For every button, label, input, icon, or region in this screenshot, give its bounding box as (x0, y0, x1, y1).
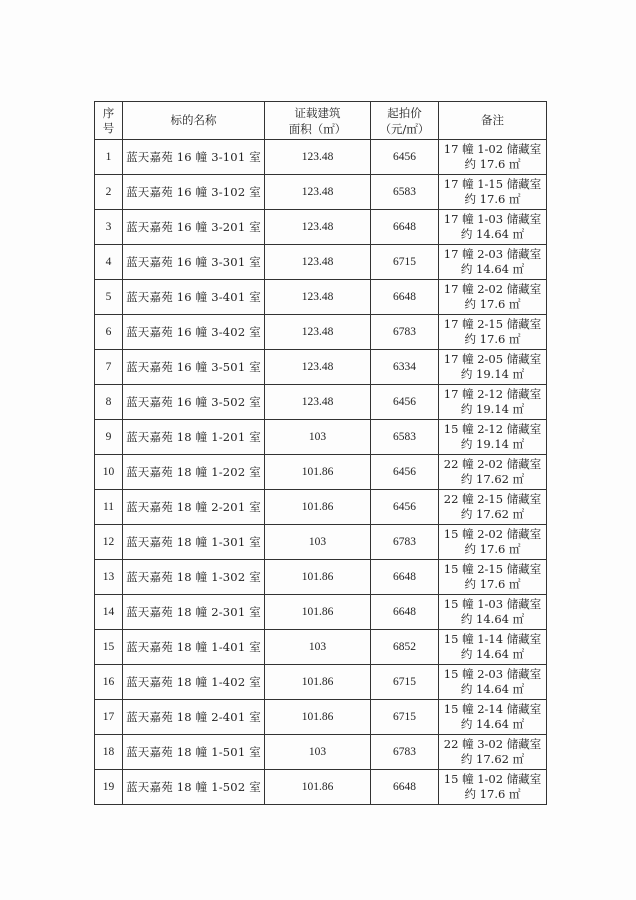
table-row (95, 280, 547, 315)
item-name-cell: 蓝天嘉苑 16 幢 3-501 室 (123, 350, 265, 385)
remarks-cell (439, 700, 547, 735)
serial-number-cell: 16 (95, 665, 123, 700)
table-row (95, 525, 547, 560)
item-name-cell: 蓝天嘉苑 18 幢 1-401 室 (123, 630, 265, 665)
area-cell: 123.48 (265, 175, 371, 210)
remarks-storage-room: 15 幢 2-14 储藏室 (443, 702, 542, 716)
remarks-storage-room: 17 幢 2-15 储藏室 (443, 317, 542, 331)
remarks-storage-room: 17 幢 2-02 储藏室 (443, 282, 542, 296)
item-name-cell: 蓝天嘉苑 16 幢 3-102 室 (123, 175, 265, 210)
area-cell: 103 (265, 630, 371, 665)
table-row (95, 595, 547, 630)
remarks-storage-room: 17 幢 2-05 储藏室 (443, 352, 542, 366)
remarks-cell (439, 280, 547, 315)
table-row (95, 175, 547, 210)
remarks-storage-area: 约 14.64 ㎡ (460, 227, 525, 241)
remarks-storage-area: 约 17.62 ㎡ (460, 507, 525, 521)
table-row (95, 455, 547, 490)
remarks-storage-area: 约 19.14 ㎡ (460, 437, 525, 451)
remarks-storage-area: 约 19.14 ㎡ (460, 367, 525, 381)
serial-number-cell: 2 (95, 175, 123, 210)
header-remarks: 备注 (439, 102, 547, 140)
remarks-storage-room: 15 幢 2-03 储藏室 (443, 667, 542, 681)
area-cell: 123.48 (265, 210, 371, 245)
table-row (95, 770, 547, 805)
table-row (95, 665, 547, 700)
area-cell: 123.48 (265, 385, 371, 420)
starting-price-cell: 6648 (371, 595, 439, 630)
remarks-cell (439, 175, 547, 210)
remarks-storage-area: 约 14.64 ㎡ (460, 717, 525, 731)
header-starting-price: 起拍价 （元/㎡） (371, 102, 439, 140)
serial-number-cell: 15 (95, 630, 123, 665)
remarks-cell (439, 315, 547, 350)
starting-price-cell: 6648 (371, 210, 439, 245)
item-name-cell: 蓝天嘉苑 16 幢 3-502 室 (123, 385, 265, 420)
area-cell: 101.86 (265, 490, 371, 525)
serial-number-cell: 19 (95, 770, 123, 805)
starting-price-cell: 6852 (371, 630, 439, 665)
starting-price-cell: 6648 (371, 280, 439, 315)
remarks-storage-area: 约 17.6 ㎡ (464, 157, 521, 171)
area-cell: 101.86 (265, 560, 371, 595)
starting-price-cell: 6334 (371, 350, 439, 385)
header-item-name: 标的名称 (123, 102, 265, 140)
serial-number-cell: 6 (95, 315, 123, 350)
remarks-storage-room: 22 幢 2-02 储藏室 (443, 457, 542, 471)
serial-number-cell: 14 (95, 595, 123, 630)
remarks-storage-area: 约 17.6 ㎡ (464, 192, 521, 206)
area-cell: 101.86 (265, 665, 371, 700)
starting-price-cell: 6456 (371, 490, 439, 525)
table-row (95, 420, 547, 455)
item-name-cell: 蓝天嘉苑 18 幢 2-201 室 (123, 490, 265, 525)
item-name-cell: 蓝天嘉苑 18 幢 1-202 室 (123, 455, 265, 490)
table-row (95, 700, 547, 735)
serial-number-cell: 5 (95, 280, 123, 315)
remarks-storage-area: 约 14.64 ㎡ (460, 647, 525, 661)
serial-number-cell: 4 (95, 245, 123, 280)
item-name-cell: 蓝天嘉苑 18 幢 1-201 室 (123, 420, 265, 455)
serial-number-cell: 12 (95, 525, 123, 560)
starting-price-cell: 6583 (371, 420, 439, 455)
remarks-storage-room: 15 幢 2-15 储藏室 (443, 562, 542, 576)
remarks-cell (439, 455, 547, 490)
remarks-cell (439, 490, 547, 525)
item-name-cell: 蓝天嘉苑 18 幢 1-402 室 (123, 665, 265, 700)
remarks-storage-room: 15 幢 1-02 储藏室 (443, 772, 542, 786)
starting-price-cell: 6783 (371, 315, 439, 350)
remarks-cell (439, 210, 547, 245)
serial-number-cell: 11 (95, 490, 123, 525)
auction-listing-table (94, 101, 547, 805)
remarks-storage-room: 22 幢 2-15 储藏室 (443, 492, 542, 506)
area-cell: 101.86 (265, 770, 371, 805)
remarks-storage-area: 约 17.6 ㎡ (464, 332, 521, 346)
remarks-cell (439, 595, 547, 630)
remarks-storage-area: 约 14.64 ㎡ (460, 682, 525, 696)
table-row (95, 735, 547, 770)
area-cell: 123.48 (265, 315, 371, 350)
area-cell: 103 (265, 420, 371, 455)
area-cell: 101.86 (265, 700, 371, 735)
header-serial-number: 序号 (95, 102, 123, 140)
starting-price-cell: 6456 (371, 140, 439, 175)
area-cell: 101.86 (265, 455, 371, 490)
remarks-storage-room: 15 幢 2-02 储藏室 (443, 527, 542, 541)
serial-number-cell: 1 (95, 140, 123, 175)
remarks-cell (439, 735, 547, 770)
starting-price-cell: 6715 (371, 245, 439, 280)
serial-number-cell: 10 (95, 455, 123, 490)
table-row (95, 385, 547, 420)
serial-number-cell: 17 (95, 700, 123, 735)
remarks-storage-room: 22 幢 3-02 储藏室 (443, 737, 542, 751)
starting-price-cell: 6648 (371, 770, 439, 805)
table-row (95, 140, 547, 175)
table-row (95, 490, 547, 525)
area-cell: 123.48 (265, 140, 371, 175)
area-cell: 123.48 (265, 350, 371, 385)
remarks-storage-room: 17 幢 1-15 储藏室 (443, 177, 542, 191)
item-name-cell: 蓝天嘉苑 18 幢 1-501 室 (123, 735, 265, 770)
remarks-storage-area: 约 19.14 ㎡ (460, 402, 525, 416)
item-name-cell: 蓝天嘉苑 16 幢 3-301 室 (123, 245, 265, 280)
remarks-storage-area: 约 17.62 ㎡ (460, 472, 525, 486)
remarks-cell (439, 525, 547, 560)
starting-price-cell: 6648 (371, 560, 439, 595)
table-row (95, 210, 547, 245)
item-name-cell: 蓝天嘉苑 16 幢 3-101 室 (123, 140, 265, 175)
remarks-cell (439, 140, 547, 175)
serial-number-cell: 3 (95, 210, 123, 245)
remarks-storage-area: 约 17.6 ㎡ (464, 297, 521, 311)
remarks-storage-room: 17 幢 2-12 储藏室 (443, 387, 542, 401)
table-row (95, 350, 547, 385)
remarks-storage-room: 17 幢 1-03 储藏室 (443, 212, 542, 226)
remarks-storage-room: 15 幢 2-12 储藏室 (443, 422, 542, 436)
remarks-cell (439, 420, 547, 455)
item-name-cell: 蓝天嘉苑 16 幢 3-402 室 (123, 315, 265, 350)
remarks-storage-area: 约 17.6 ㎡ (464, 577, 521, 591)
remarks-storage-room: 15 幢 1-14 储藏室 (443, 632, 542, 646)
serial-number-cell: 13 (95, 560, 123, 595)
starting-price-cell: 6783 (371, 525, 439, 560)
starting-price-cell: 6783 (371, 735, 439, 770)
table-row (95, 245, 547, 280)
area-cell: 103 (265, 735, 371, 770)
remarks-cell (439, 665, 547, 700)
remarks-storage-area: 约 14.64 ㎡ (460, 612, 525, 626)
item-name-cell: 蓝天嘉苑 18 幢 2-301 室 (123, 595, 265, 630)
area-cell: 123.48 (265, 280, 371, 315)
remarks-storage-area: 约 17.6 ㎡ (464, 542, 521, 556)
serial-number-cell: 9 (95, 420, 123, 455)
remarks-cell (439, 560, 547, 595)
area-cell: 101.86 (265, 595, 371, 630)
starting-price-cell: 6583 (371, 175, 439, 210)
header-certified-area: 证载建筑 面积（㎡） (265, 102, 371, 140)
remarks-cell (439, 350, 547, 385)
starting-price-cell: 6456 (371, 385, 439, 420)
area-cell: 123.48 (265, 245, 371, 280)
serial-number-cell: 8 (95, 385, 123, 420)
remarks-storage-area: 约 17.62 ㎡ (460, 752, 525, 766)
remarks-cell (439, 385, 547, 420)
item-name-cell: 蓝天嘉苑 16 幢 3-201 室 (123, 210, 265, 245)
area-cell: 103 (265, 525, 371, 560)
remarks-storage-area: 约 17.6 ㎡ (464, 787, 521, 801)
table-row (95, 315, 547, 350)
item-name-cell: 蓝天嘉苑 18 幢 1-302 室 (123, 560, 265, 595)
remarks-cell (439, 770, 547, 805)
item-name-cell: 蓝天嘉苑 18 幢 1-502 室 (123, 770, 265, 805)
starting-price-cell: 6715 (371, 665, 439, 700)
remarks-storage-room: 17 幢 1-02 储藏室 (443, 142, 542, 156)
item-name-cell: 蓝天嘉苑 18 幢 1-301 室 (123, 525, 265, 560)
starting-price-cell: 6456 (371, 455, 439, 490)
remarks-storage-area: 约 14.64 ㎡ (460, 262, 525, 276)
table-header-row (95, 102, 547, 140)
serial-number-cell: 7 (95, 350, 123, 385)
remarks-cell (439, 630, 547, 665)
item-name-cell: 蓝天嘉苑 16 幢 3-401 室 (123, 280, 265, 315)
starting-price-cell: 6715 (371, 700, 439, 735)
table-row (95, 560, 547, 595)
table-row (95, 630, 547, 665)
serial-number-cell: 18 (95, 735, 123, 770)
remarks-storage-room: 17 幢 2-03 储藏室 (443, 247, 542, 261)
remarks-storage-room: 15 幢 1-03 储藏室 (443, 597, 542, 611)
item-name-cell: 蓝天嘉苑 18 幢 2-401 室 (123, 700, 265, 735)
remarks-cell (439, 245, 547, 280)
